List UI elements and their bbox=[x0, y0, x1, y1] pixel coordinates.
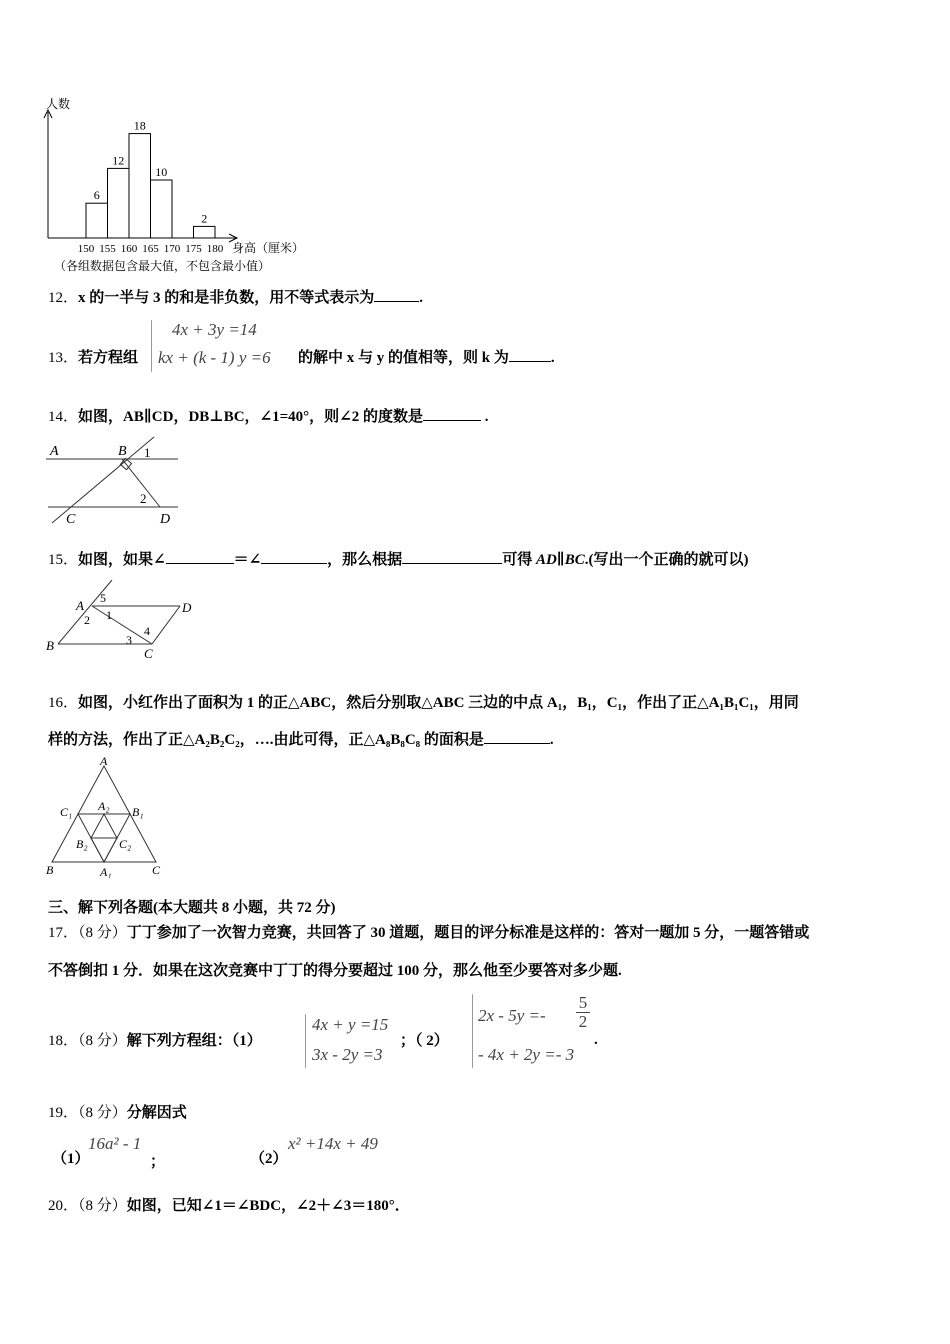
question-13: 13．若方程组 bbox=[48, 350, 139, 366]
svg-text:2: 2 bbox=[140, 491, 147, 506]
svg-text:D: D bbox=[182, 600, 192, 615]
x-tick-label: 155 bbox=[99, 243, 116, 255]
x-axis-label: 身高（厘米） bbox=[232, 241, 305, 255]
bar-value-label: 12 bbox=[112, 153, 125, 168]
svg-text:B₁: B₁ bbox=[132, 805, 144, 819]
svg-text:B: B bbox=[46, 863, 54, 877]
bar-value-label: 2 bbox=[201, 211, 208, 226]
svg-text:A₁: A₁ bbox=[100, 865, 112, 878]
height-histogram bbox=[40, 92, 340, 277]
period: . bbox=[594, 1032, 598, 1048]
x-tick-label: 175 bbox=[185, 243, 202, 255]
svg-text:A: A bbox=[100, 756, 108, 768]
equation: 4x + y =15 bbox=[312, 1015, 389, 1034]
figure-q16 bbox=[44, 756, 164, 878]
question-12: 12．x 的一半与 3 的和是非负数，用不等式表示为 . bbox=[48, 286, 423, 307]
svg-text:4: 4 bbox=[144, 624, 150, 638]
question-20: 20．（8 分）如图，已知∠1＝∠BDC，∠2＋∠3＝180°． bbox=[48, 1198, 410, 1214]
bar-value-label: 18 bbox=[133, 118, 146, 133]
expression: 16a² - 1 bbox=[88, 1134, 142, 1153]
svg-text:B₂: B₂ bbox=[76, 837, 88, 851]
svg-text:2: 2 bbox=[84, 613, 90, 627]
question-18: 18．（8 分）解下列方程组：（1） bbox=[48, 1033, 262, 1049]
x-tick-label: 170 bbox=[163, 243, 181, 255]
svg-text:C: C bbox=[66, 512, 76, 527]
svg-text:C₂: C₂ bbox=[119, 837, 132, 851]
answer-blank[interactable] bbox=[509, 347, 551, 362]
brace bbox=[305, 1014, 306, 1068]
svg-text:C: C bbox=[144, 646, 153, 660]
question-15: 15．如图，如果∠ ＝∠ ，那么根据 可得 AD∥BC.(写出一个正确的就可以) bbox=[48, 548, 749, 569]
svg-text:3: 3 bbox=[126, 633, 132, 647]
question-19: 19．（8 分）分解因式 bbox=[48, 1105, 187, 1121]
answer-blank[interactable] bbox=[261, 549, 327, 564]
answer-blank[interactable] bbox=[374, 287, 419, 302]
svg-text:D: D bbox=[160, 512, 171, 527]
x-tick-label: 150 bbox=[77, 243, 95, 255]
x-tick-label: 180 bbox=[206, 243, 224, 255]
answer-blank[interactable] bbox=[423, 406, 481, 421]
svg-text:5: 5 bbox=[100, 591, 106, 605]
fraction: 5 2 bbox=[576, 994, 590, 1031]
histogram-bar bbox=[108, 168, 130, 238]
bar-value-label: 6 bbox=[93, 188, 100, 203]
equation: 3x - 2y =3 bbox=[312, 1045, 383, 1064]
figure-q15 bbox=[44, 578, 204, 660]
svg-text:1: 1 bbox=[106, 608, 112, 622]
part-label: （2） bbox=[250, 1151, 288, 1167]
brace bbox=[472, 994, 473, 1068]
section-3-heading: 三、解下列各题(本大题共 8 小题，共 72 分) bbox=[48, 900, 336, 916]
svg-text:C: C bbox=[152, 863, 161, 877]
question-16-line1: 16．如图，小红作出了面积为 1 的正△ABC，然后分别取△ABC 三边的中点 A₁，B₁，C₁，作出了正△A₁B₁C₁，用同 bbox=[48, 695, 799, 711]
svg-text:B: B bbox=[46, 638, 54, 653]
question-14: 14．如图，AB∥CD，DB⊥BC，∠1=40°，则∠2 的度数是 . bbox=[48, 405, 488, 426]
histogram-bar bbox=[194, 226, 216, 238]
semicolon: ； bbox=[150, 1154, 166, 1170]
histogram-bar bbox=[151, 180, 173, 238]
question-17-line2: 不答倒扣 1 分．如果在这次竞赛中丁丁的得分要超过 100 分，那么他至少要答对多少题. bbox=[48, 963, 622, 979]
svg-text:1: 1 bbox=[144, 445, 151, 460]
question-17-line1: 17．（8 分）丁丁参加了一次智力竞赛，共回答了 30 道题，题目的评分标准是这样的：答对一题加 5 分，一题答错或 bbox=[48, 925, 810, 941]
answer-blank[interactable] bbox=[484, 729, 550, 744]
answer-blank[interactable] bbox=[402, 549, 502, 564]
part-label: （1） bbox=[52, 1151, 90, 1167]
histogram-bar bbox=[129, 134, 151, 238]
equation: 2x - 5y =- bbox=[478, 1006, 546, 1025]
figure-q14 bbox=[44, 435, 184, 527]
bar-value-label: 10 bbox=[155, 165, 168, 179]
part-label: ；（ 2） bbox=[400, 1033, 449, 1049]
svg-text:A₂: A₂ bbox=[98, 799, 110, 813]
svg-text:C₁: C₁ bbox=[60, 805, 73, 819]
equation: 4x + 3y =14 bbox=[172, 320, 257, 339]
question-13-tail: 的解中 x 与 y 的值相等，则 k 为 . bbox=[298, 346, 555, 367]
x-tick-label: 165 bbox=[142, 243, 159, 255]
brace bbox=[151, 320, 152, 372]
svg-text:A: A bbox=[50, 444, 59, 459]
question-16-line2: 样的方法，作出了正△A₂B₂C₂，….由此可得，正△A₈B₈C₈ 的面积是 . bbox=[48, 728, 554, 749]
equation: - 4x + 2y =- 3 bbox=[478, 1045, 575, 1064]
equation: kx + (k - 1) y =6 bbox=[158, 348, 271, 367]
chart-note: （各组数据包含最大值，不包含最小值） bbox=[54, 259, 271, 273]
svg-text:B: B bbox=[118, 444, 127, 459]
expression: x² +14x + 49 bbox=[288, 1134, 378, 1153]
histogram-bar bbox=[86, 203, 108, 238]
y-axis-label: 人数 bbox=[46, 97, 71, 111]
svg-text:A: A bbox=[76, 598, 84, 613]
answer-blank[interactable] bbox=[166, 549, 234, 564]
x-tick-label: 160 bbox=[120, 243, 138, 255]
